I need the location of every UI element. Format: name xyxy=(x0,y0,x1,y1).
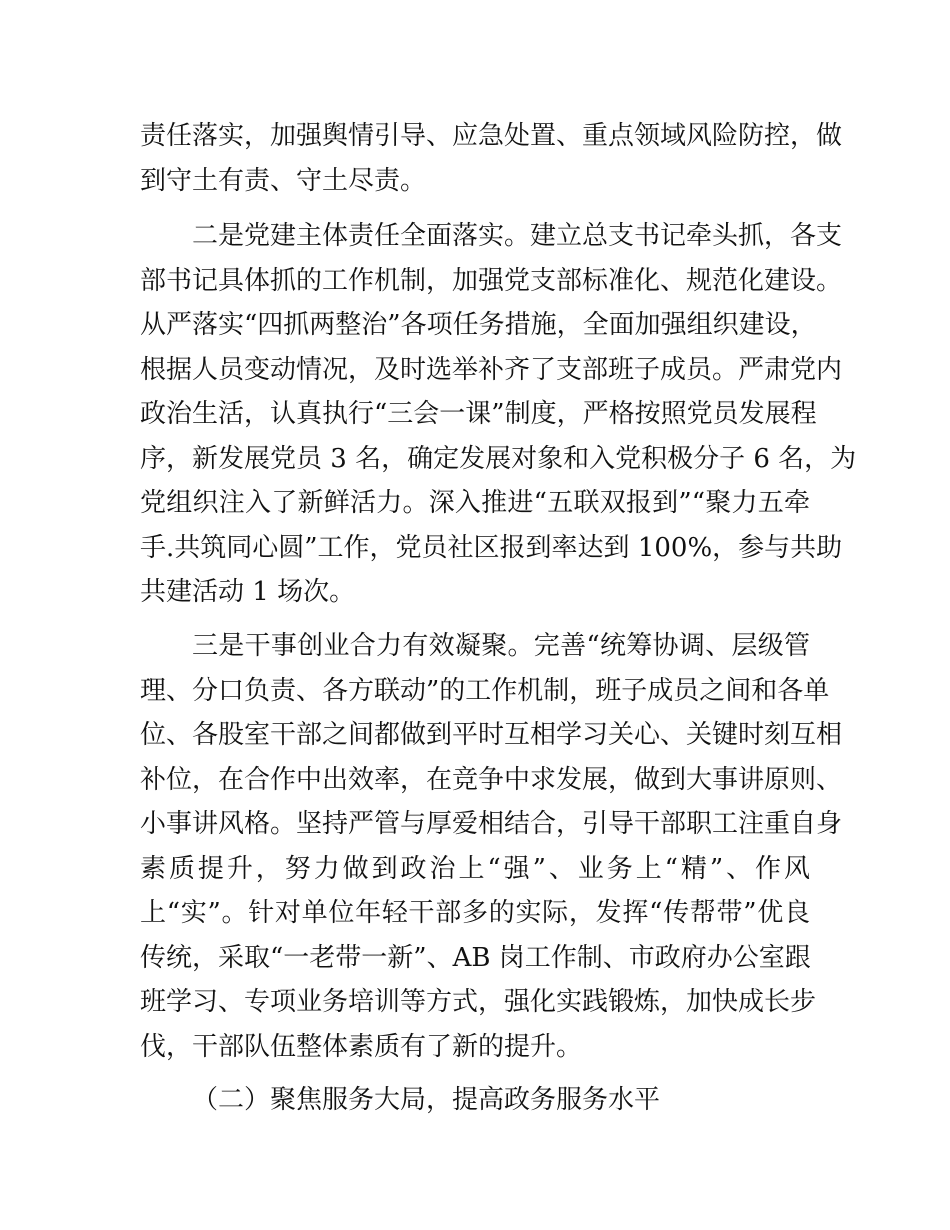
text-line: 政治生活，认真执行“三会一课”制度，严格按照党员发展程 xyxy=(140,399,817,429)
text-line: 素质提升，努力做到政治上“强”、业务上“精”、作风 xyxy=(140,854,810,884)
text-line: 共建活动 1 场次。 xyxy=(140,577,356,607)
text-line: 根据人员变动情况，及时选举补齐了支部班子成员。严肃党内 xyxy=(140,355,843,385)
text-line: 从严落实“四抓两整治”各项任务措施，全面加强组织建设， xyxy=(140,310,817,340)
text-line: 伐，干部队伍整体素质有了新的提升。 xyxy=(140,1032,583,1062)
text-line: 手.共筑同心圆”工作，党员社区报到率达到 100%，参与共助 xyxy=(140,533,843,563)
text-line: 小事讲风格。坚持严管与厚爱相结合，引导干部职工注重自身 xyxy=(140,809,843,839)
text-line: 位、各股室干部之间都做到平时互相学习关心、关键时刻互相 xyxy=(140,720,843,750)
text-line: 补位，在合作中出效率，在竞争中求发展，做到大事讲原则、 xyxy=(140,765,843,795)
text-line: 班学习、专项业务培训等方式，强化实践锻炼，加快成长步 xyxy=(140,987,817,1017)
text-line: 理、分口负责、各方联动”的工作机制，班子成员之间和各单 xyxy=(140,676,830,706)
text-line: 部书记具体抓的工作机制，加强党支部标准化、规范化建设。 xyxy=(140,266,843,296)
text-line: 三是干事创业合力有效凝聚。完善“统筹协调、层级管 xyxy=(192,631,810,661)
text-line: 责任落实，加强舆情引导、应急处置、重点领域风险防控，做 xyxy=(140,121,843,151)
text-line: 上“实”。针对单位年轻干部多的实际，发挥“传帮带”优良 xyxy=(140,898,810,928)
text-line: 传统，采取“一老带一新”、AB 岗工作制、市政府办公室跟 xyxy=(140,943,811,973)
text-line: 到守土有责、守土尽责。 xyxy=(140,166,427,196)
text-line: 二是党建主体责任全面落实。建立总支书记牵头抓，各支 xyxy=(192,221,843,251)
text-line: 党组织注入了新鲜活力。深入推进“五联双报到”“聚力五牵 xyxy=(140,488,810,518)
text-line: 序，新发展党员 3 名，确定发展对象和入党积极分子 6 名，为 xyxy=(140,444,857,474)
section-heading: （二）聚焦服务大局，提高政务服务水平 xyxy=(192,1085,661,1115)
